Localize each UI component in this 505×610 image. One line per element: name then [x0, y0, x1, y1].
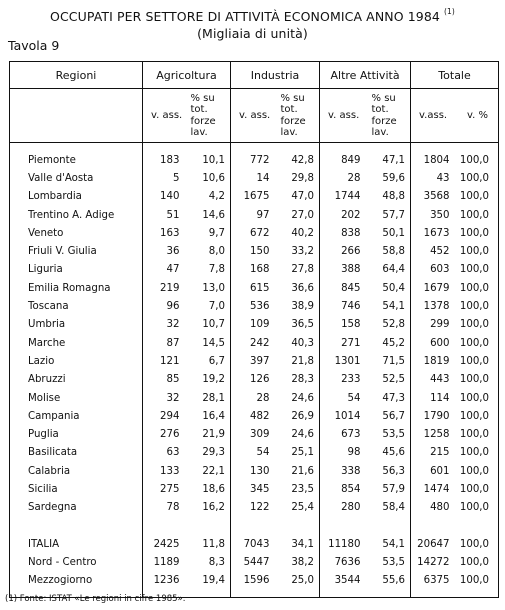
- region-name: Mezzogiorno: [28, 575, 93, 587]
- cell-tot-p: 100,0: [459, 246, 490, 258]
- cell-ind-p: 36,6: [291, 282, 315, 294]
- cell-alt-p: 53,5: [382, 429, 406, 441]
- cell-tot-p: 100,0: [459, 556, 490, 568]
- cell-alt-p: 64,4: [382, 264, 406, 276]
- table-row: [10, 188, 499, 206]
- cell-ind-p: 25,0: [291, 575, 315, 587]
- cell-ind-p: 40,3: [291, 337, 315, 349]
- cell-ind-v: 772: [231, 151, 276, 169]
- pct-line2: forze: [190, 115, 216, 127]
- cell-alt-p: 58,8: [382, 246, 406, 258]
- cell-agr-v: 47: [143, 261, 186, 279]
- region-name: Valle d'Aosta: [28, 172, 94, 184]
- cell-ind-v: 168: [231, 261, 276, 279]
- cell-agr-p: 16,2: [202, 502, 225, 514]
- region-name: Piemonte: [28, 154, 76, 166]
- cell-tot-p: 100,0: [459, 264, 490, 276]
- cell-agr-p: 10,6: [202, 172, 225, 184]
- cell-tot-v: 600: [411, 334, 456, 352]
- cell-alt-p: 45,6: [382, 447, 406, 459]
- cell-alt-v: 338: [320, 462, 367, 480]
- cell-tot-p: 100,0: [459, 410, 490, 422]
- cell-tot-v: 1790: [411, 407, 456, 425]
- cell-alt-v: 838: [320, 224, 367, 242]
- subheader-alt-pct: [367, 89, 411, 143]
- header-altre-attivita: Altre Attività: [320, 62, 411, 89]
- subheader-row: [10, 89, 499, 143]
- total-row: [10, 572, 499, 590]
- cell-tot-p: 100,0: [459, 301, 490, 313]
- pct-line3: lav.: [280, 127, 298, 138]
- cell-agr-v: 1189: [143, 553, 186, 571]
- cell-agr-v: 140: [143, 188, 186, 206]
- cell-tot-v: 215: [411, 444, 456, 462]
- cell-tot-p: 100,0: [459, 191, 490, 203]
- region-name: Lazio: [28, 355, 55, 367]
- region-name: Trentino A. Adige: [28, 209, 115, 221]
- cell-ind-v: 28: [231, 389, 276, 407]
- cell-agr-p: 6,7: [208, 355, 225, 367]
- total-row: [10, 535, 499, 553]
- cell-agr-p: 7,0: [208, 301, 225, 313]
- cell-alt-v: 266: [320, 242, 367, 260]
- cell-alt-v: 98: [320, 444, 367, 462]
- cell-agr-v: 5: [143, 169, 186, 187]
- cell-ind-v: 97: [231, 206, 276, 224]
- cell-alt-v: 7636: [320, 553, 367, 571]
- cell-agr-p: 14,6: [202, 209, 225, 221]
- cell-agr-v: 63: [143, 444, 186, 462]
- cell-ind-p: 27,0: [291, 209, 315, 221]
- cell-ind-p: 24,6: [291, 392, 315, 404]
- cell-tot-v: 350: [411, 206, 456, 224]
- spacer-row: [10, 517, 499, 535]
- cell-tot-p: 100,0: [459, 429, 490, 441]
- cell-tot-p: 100,0: [459, 172, 490, 184]
- cell-ind-v: 54: [231, 444, 276, 462]
- footnote: (1) Fonte: ISTAT «Le regioni in cifre 1985».: [5, 594, 186, 604]
- cell-agr-p: 21,9: [202, 429, 225, 441]
- cell-alt-p: 50,1: [382, 227, 406, 239]
- cell-agr-v: 36: [143, 242, 186, 260]
- cell-agr-p: 8,0: [208, 246, 225, 258]
- cell-ind-v: 672: [231, 224, 276, 242]
- cell-tot-v: 1679: [411, 279, 456, 297]
- cell-agr-p: 18,6: [202, 483, 225, 495]
- cell-ind-v: 1596: [231, 572, 276, 590]
- cell-ind-p: 40,2: [291, 227, 315, 239]
- cell-ind-p: 28,3: [291, 374, 315, 386]
- cell-alt-v: 280: [320, 499, 367, 517]
- cell-agr-p: 11,8: [202, 538, 225, 550]
- table-row: [10, 242, 499, 260]
- cell-ind-p: 47,0: [291, 191, 315, 203]
- header-regioni: Regioni: [10, 62, 143, 89]
- cell-tot-v: 20647: [411, 535, 456, 553]
- cell-alt-p: 54,1: [382, 301, 406, 313]
- cell-agr-p: 9,7: [208, 227, 225, 239]
- subheader-empty: [10, 89, 143, 143]
- pct-line2: forze: [371, 115, 397, 127]
- cell-tot-v: 1474: [411, 480, 456, 498]
- cell-tot-p: 100,0: [459, 209, 490, 221]
- cell-tot-v: 603: [411, 261, 456, 279]
- table-row: [10, 297, 499, 315]
- table-row: [10, 371, 499, 389]
- cell-ind-p: 21,8: [291, 355, 315, 367]
- table-row: [10, 444, 499, 462]
- cell-alt-v: 388: [320, 261, 367, 279]
- cell-alt-v: 3544: [320, 572, 367, 590]
- cell-ind-v: 536: [231, 297, 276, 315]
- cell-tot-p: 100,0: [459, 538, 490, 550]
- cell-tot-v: 299: [411, 316, 456, 334]
- header-totale: Totale: [411, 62, 499, 89]
- cell-ind-p: 21,6: [291, 465, 315, 477]
- subheader-alt-vass: v. ass.: [320, 89, 367, 143]
- cell-tot-v: 6375: [411, 572, 456, 590]
- cell-tot-p: 100,0: [459, 337, 490, 349]
- cell-agr-p: 16,4: [202, 410, 225, 422]
- cell-agr-v: 78: [143, 499, 186, 517]
- employment-table: [9, 61, 499, 598]
- table-label: Tavola 9: [8, 38, 60, 53]
- region-name: Molise: [28, 392, 61, 404]
- cell-alt-v: 673: [320, 425, 367, 443]
- cell-ind-p: 29,8: [291, 172, 315, 184]
- cell-agr-v: 276: [143, 425, 186, 443]
- cell-ind-p: 33,2: [291, 246, 315, 258]
- cell-agr-p: 10,7: [202, 319, 225, 331]
- region-name: Campania: [28, 410, 80, 422]
- cell-alt-p: 57,7: [382, 209, 406, 221]
- region-name: ITALIA: [28, 538, 60, 550]
- cell-alt-v: 1301: [320, 352, 367, 370]
- cell-tot-p: 100,0: [459, 154, 490, 166]
- cell-alt-p: 48,8: [382, 191, 406, 203]
- cell-agr-p: 13,0: [202, 282, 225, 294]
- region-name: Basilicata: [28, 447, 78, 459]
- cell-alt-v: 271: [320, 334, 367, 352]
- cell-ind-p: 38,9: [291, 301, 315, 313]
- pct-line1: % su tot.: [190, 92, 215, 115]
- cell-alt-p: 71,5: [382, 355, 406, 367]
- cell-tot-v: 452: [411, 242, 456, 260]
- region-name: Calabria: [28, 465, 71, 477]
- cell-ind-p: 36,5: [291, 319, 315, 331]
- cell-alt-p: 59,6: [382, 172, 406, 184]
- table-row: [10, 206, 499, 224]
- cell-ind-v: 1675: [231, 188, 276, 206]
- cell-tot-p: 100,0: [459, 465, 490, 477]
- cell-alt-p: 52,5: [382, 374, 406, 386]
- cell-ind-p: 25,4: [291, 502, 315, 514]
- table-row: [10, 279, 499, 297]
- cell-agr-v: 183: [143, 151, 186, 169]
- cell-agr-v: 2425: [143, 535, 186, 553]
- cell-ind-p: 27,8: [291, 264, 315, 276]
- cell-tot-v: 3568: [411, 188, 456, 206]
- cell-ind-v: 7043: [231, 535, 276, 553]
- cell-tot-p: 100,0: [459, 392, 490, 404]
- cell-agr-v: 32: [143, 389, 186, 407]
- region-name: Liguria: [28, 264, 63, 276]
- cell-agr-p: 29,3: [202, 447, 225, 459]
- cell-alt-v: 28: [320, 169, 367, 187]
- cell-agr-v: 121: [143, 352, 186, 370]
- cell-alt-v: 845: [320, 279, 367, 297]
- region-name: Sicilia: [28, 483, 58, 495]
- cell-agr-p: 28,1: [202, 392, 225, 404]
- cell-tot-p: 100,0: [459, 319, 490, 331]
- cell-tot-p: 100,0: [459, 502, 490, 514]
- table-row: [10, 499, 499, 517]
- pct-line3: lav.: [371, 127, 389, 138]
- cell-alt-p: 52,8: [382, 319, 406, 331]
- title-footnote-marker: (1): [444, 7, 455, 16]
- cell-alt-v: 158: [320, 316, 367, 334]
- cell-alt-p: 58,4: [382, 502, 406, 514]
- cell-ind-p: 24,6: [291, 429, 315, 441]
- cell-alt-p: 53,5: [382, 556, 406, 568]
- cell-agr-v: 219: [143, 279, 186, 297]
- subheader-agr-vass: v. ass.: [143, 89, 186, 143]
- cell-alt-p: 50,4: [382, 282, 406, 294]
- table-row: [10, 389, 499, 407]
- cell-tot-v: 601: [411, 462, 456, 480]
- cell-ind-v: 615: [231, 279, 276, 297]
- cell-agr-v: 1236: [143, 572, 186, 590]
- cell-alt-v: 233: [320, 371, 367, 389]
- region-name: Lombardia: [28, 191, 82, 203]
- region-name: Abruzzi: [28, 374, 66, 386]
- cell-alt-v: 854: [320, 480, 367, 498]
- cell-agr-v: 32: [143, 316, 186, 334]
- cell-ind-p: 26,9: [291, 410, 315, 422]
- cell-ind-v: 109: [231, 316, 276, 334]
- cell-ind-v: 126: [231, 371, 276, 389]
- cell-agr-v: 294: [143, 407, 186, 425]
- cell-tot-v: 14272: [411, 553, 456, 571]
- subheader-agr-pct: [186, 89, 231, 143]
- cell-tot-p: 100,0: [459, 374, 490, 386]
- cell-ind-v: 150: [231, 242, 276, 260]
- header-row: [10, 62, 499, 89]
- header-industria: Industria: [231, 62, 320, 89]
- cell-ind-p: 23,5: [291, 483, 315, 495]
- table-row: [10, 480, 499, 498]
- table-row: [10, 462, 499, 480]
- table-row: [10, 316, 499, 334]
- cell-ind-v: 345: [231, 480, 276, 498]
- cell-tot-p: 100,0: [459, 483, 490, 495]
- pct-line1: % su tot.: [371, 92, 396, 115]
- cell-alt-v: 1014: [320, 407, 367, 425]
- region-name: Nord - Centro: [28, 556, 97, 568]
- cell-tot-v: 114: [411, 389, 456, 407]
- cell-agr-p: 7,8: [208, 264, 225, 276]
- cell-agr-v: 96: [143, 297, 186, 315]
- cell-tot-v: 1819: [411, 352, 456, 370]
- title-text: OCCUPATI PER SETTORE DI ATTIVITÀ ECONOMICA ANNO 1984: [50, 9, 440, 24]
- cell-ind-p: 34,1: [291, 538, 315, 550]
- subheader-ind-vass: v. ass.: [231, 89, 276, 143]
- cell-tot-p: 100,0: [459, 227, 490, 239]
- cell-agr-v: 87: [143, 334, 186, 352]
- subheader-tot-vass: v.ass.: [411, 89, 456, 143]
- region-name: Emilia Romagna: [28, 282, 111, 294]
- spacer-row: [10, 143, 499, 152]
- cell-tot-p: 100,0: [459, 355, 490, 367]
- pct-line3: lav.: [190, 127, 208, 138]
- page-title: [0, 9, 505, 24]
- table-row: [10, 352, 499, 370]
- table-row: [10, 169, 499, 187]
- total-row: [10, 553, 499, 571]
- cell-alt-v: 11180: [320, 535, 367, 553]
- cell-alt-v: 54: [320, 389, 367, 407]
- table-row: [10, 261, 499, 279]
- table-row: [10, 224, 499, 242]
- table-row: [10, 151, 499, 169]
- region-name: Veneto: [28, 227, 64, 239]
- region-name: Puglia: [28, 429, 59, 441]
- region-name: Toscana: [28, 301, 69, 313]
- cell-alt-v: 746: [320, 297, 367, 315]
- cell-agr-v: 275: [143, 480, 186, 498]
- cell-tot-v: 443: [411, 371, 456, 389]
- cell-agr-p: 14,5: [202, 337, 225, 349]
- cell-alt-p: 55,6: [382, 575, 406, 587]
- cell-ind-p: 38,2: [291, 556, 315, 568]
- subheader-tot-pct: v. %: [456, 89, 499, 143]
- cell-ind-p: 42,8: [291, 154, 315, 166]
- cell-alt-p: 56,7: [382, 410, 406, 422]
- cell-ind-v: 482: [231, 407, 276, 425]
- cell-ind-p: 25,1: [291, 447, 315, 459]
- cell-tot-v: 1804: [411, 151, 456, 169]
- cell-agr-v: 163: [143, 224, 186, 242]
- cell-ind-v: 14: [231, 169, 276, 187]
- cell-agr-v: 51: [143, 206, 186, 224]
- cell-tot-v: 1673: [411, 224, 456, 242]
- cell-agr-p: 19,4: [202, 575, 225, 587]
- cell-alt-v: 849: [320, 151, 367, 169]
- cell-agr-p: 8,3: [208, 556, 225, 568]
- cell-agr-p: 4,2: [208, 191, 225, 203]
- cell-tot-v: 1258: [411, 425, 456, 443]
- cell-agr-v: 85: [143, 371, 186, 389]
- pct-line1: % su tot.: [280, 92, 305, 115]
- cell-tot-p: 100,0: [459, 282, 490, 294]
- cell-tot-v: 1378: [411, 297, 456, 315]
- cell-agr-v: 133: [143, 462, 186, 480]
- cell-alt-p: 56,3: [382, 465, 406, 477]
- cell-ind-v: 122: [231, 499, 276, 517]
- page-subtitle: (Migliaia di unità): [197, 26, 308, 41]
- cell-alt-p: 54,1: [382, 538, 406, 550]
- cell-alt-p: 57,9: [382, 483, 406, 495]
- cell-ind-v: 309: [231, 425, 276, 443]
- table-row: [10, 407, 499, 425]
- table-row: [10, 425, 499, 443]
- cell-agr-p: 22,1: [202, 465, 225, 477]
- cell-agr-p: 19,2: [202, 374, 225, 386]
- region-name: Umbria: [28, 319, 66, 331]
- pct-line2: forze: [280, 115, 306, 127]
- cell-alt-p: 47,1: [382, 154, 406, 166]
- cell-ind-v: 5447: [231, 553, 276, 571]
- cell-agr-p: 10,1: [202, 154, 225, 166]
- cell-tot-v: 43: [411, 169, 456, 187]
- cell-alt-p: 47,3: [382, 392, 406, 404]
- cell-alt-p: 45,2: [382, 337, 406, 349]
- cell-ind-v: 397: [231, 352, 276, 370]
- cell-tot-v: 480: [411, 499, 456, 517]
- cell-ind-v: 242: [231, 334, 276, 352]
- table-row: [10, 334, 499, 352]
- cell-alt-v: 202: [320, 206, 367, 224]
- cell-tot-p: 100,0: [459, 575, 490, 587]
- region-name: Sardegna: [28, 502, 77, 514]
- region-name: Friuli V. Giulia: [28, 246, 97, 258]
- cell-tot-p: 100,0: [459, 447, 490, 459]
- cell-ind-v: 130: [231, 462, 276, 480]
- cell-alt-v: 1744: [320, 188, 367, 206]
- header-agricoltura: Agricoltura: [143, 62, 231, 89]
- subheader-ind-pct: [276, 89, 320, 143]
- region-name: Marche: [28, 337, 66, 349]
